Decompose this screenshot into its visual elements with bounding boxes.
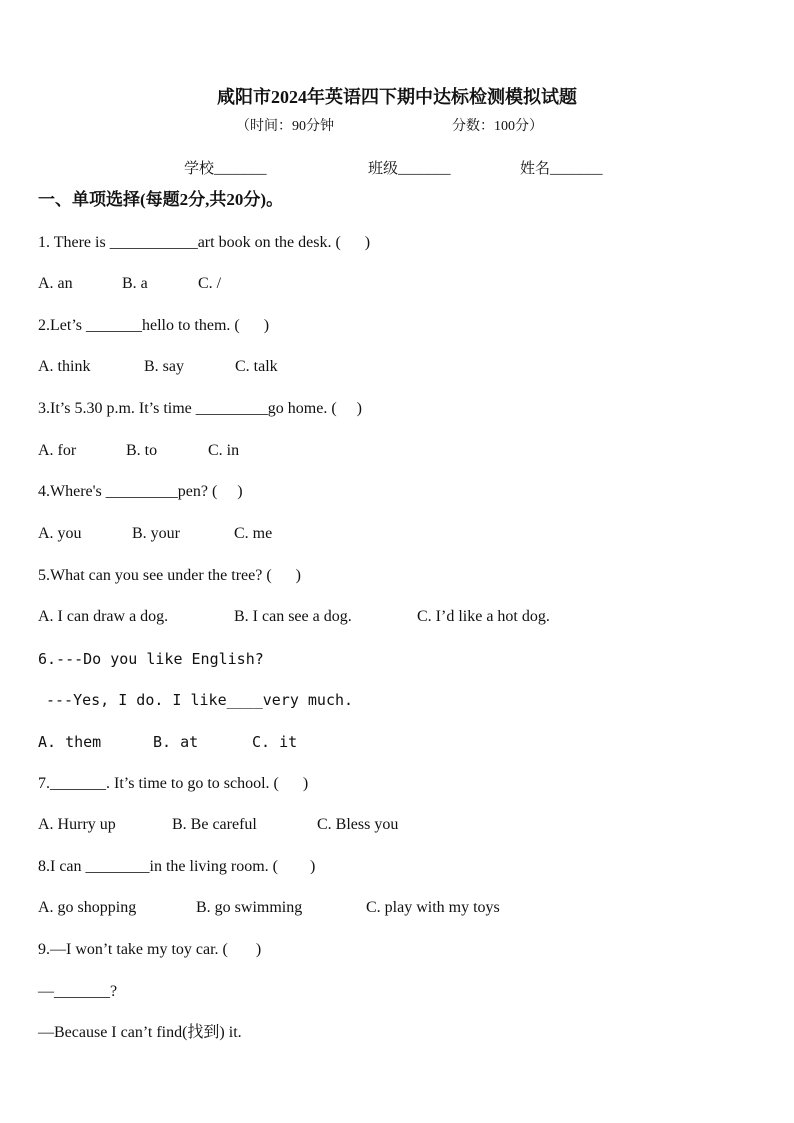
exam-title: 咸阳市2024年英语四下期中达标检测模拟试题 [217,87,577,107]
exam-score: 分数：100分） [452,119,543,134]
section-heading: 一、单项选择(每题2分,共20分)。 [38,190,284,209]
question-stem: 9.—I won’t take my toy car. ( ) [38,941,262,958]
option-c[interactable]: C. talk [235,358,278,375]
question-reply: —_______? [38,983,118,1000]
option-b[interactable]: B. to [126,442,158,459]
question-stem: 5.What can you see under the tree? ( ) [38,567,301,584]
school-field[interactable]: 学校_______ [184,161,267,177]
question-stem: 8.I can ________in the living room. ( ) [38,858,316,875]
option-a[interactable]: A. you [38,525,82,542]
question-stem: 2.Let’s _______hello to them. ( ) [38,317,270,334]
option-a[interactable]: A. Hurry up [38,816,116,833]
option-b[interactable]: B. go swimming [196,899,303,916]
option-c[interactable]: C. play with my toys [366,899,500,916]
option-a[interactable]: A. them [38,733,102,751]
option-b[interactable]: B. say [144,358,184,375]
option-c[interactable]: C. Bless you [317,816,399,833]
question-stem: 4.Where's _________pen? ( ) [38,483,243,500]
question-reply: —Because I can’t find(找到) it. [38,1024,242,1041]
option-a[interactable]: A. for [38,442,77,459]
option-b[interactable]: B. Be careful [172,816,257,833]
option-b[interactable]: B. your [132,525,180,542]
option-c[interactable]: C. in [208,442,240,459]
option-a[interactable]: A. think [38,358,91,375]
option-a[interactable]: A. an [38,275,73,292]
question-stem: 6.---Do you like English? [38,650,264,668]
option-c[interactable]: C. I’d like a hot dog. [417,608,550,625]
question-stem: 7._______. It’s time to go to school. ( ) [38,775,309,792]
question-stem: 3.It’s 5.30 p.m. It’s time _________go home. ( ) [38,400,362,417]
option-c[interactable]: C. it [252,733,298,751]
option-a[interactable]: A. go shopping [38,899,137,916]
option-b[interactable]: B. a [122,275,148,292]
option-c[interactable]: C. / [198,275,222,292]
question-reply: ---Yes, I do. I like____very much. [46,691,354,709]
exam-time: （时间：90分钟 [236,119,334,134]
name-field[interactable]: 姓名_______ [520,161,603,177]
option-c[interactable]: C. me [234,525,273,542]
option-b[interactable]: B. at [153,733,199,751]
option-b[interactable]: B. I can see a dog. [234,608,352,625]
option-a[interactable]: A. I can draw a dog. [38,608,169,625]
question-stem: 1. There is ___________art book on the desk. ( ) [38,234,371,251]
class-field[interactable]: 班级_______ [368,161,451,177]
